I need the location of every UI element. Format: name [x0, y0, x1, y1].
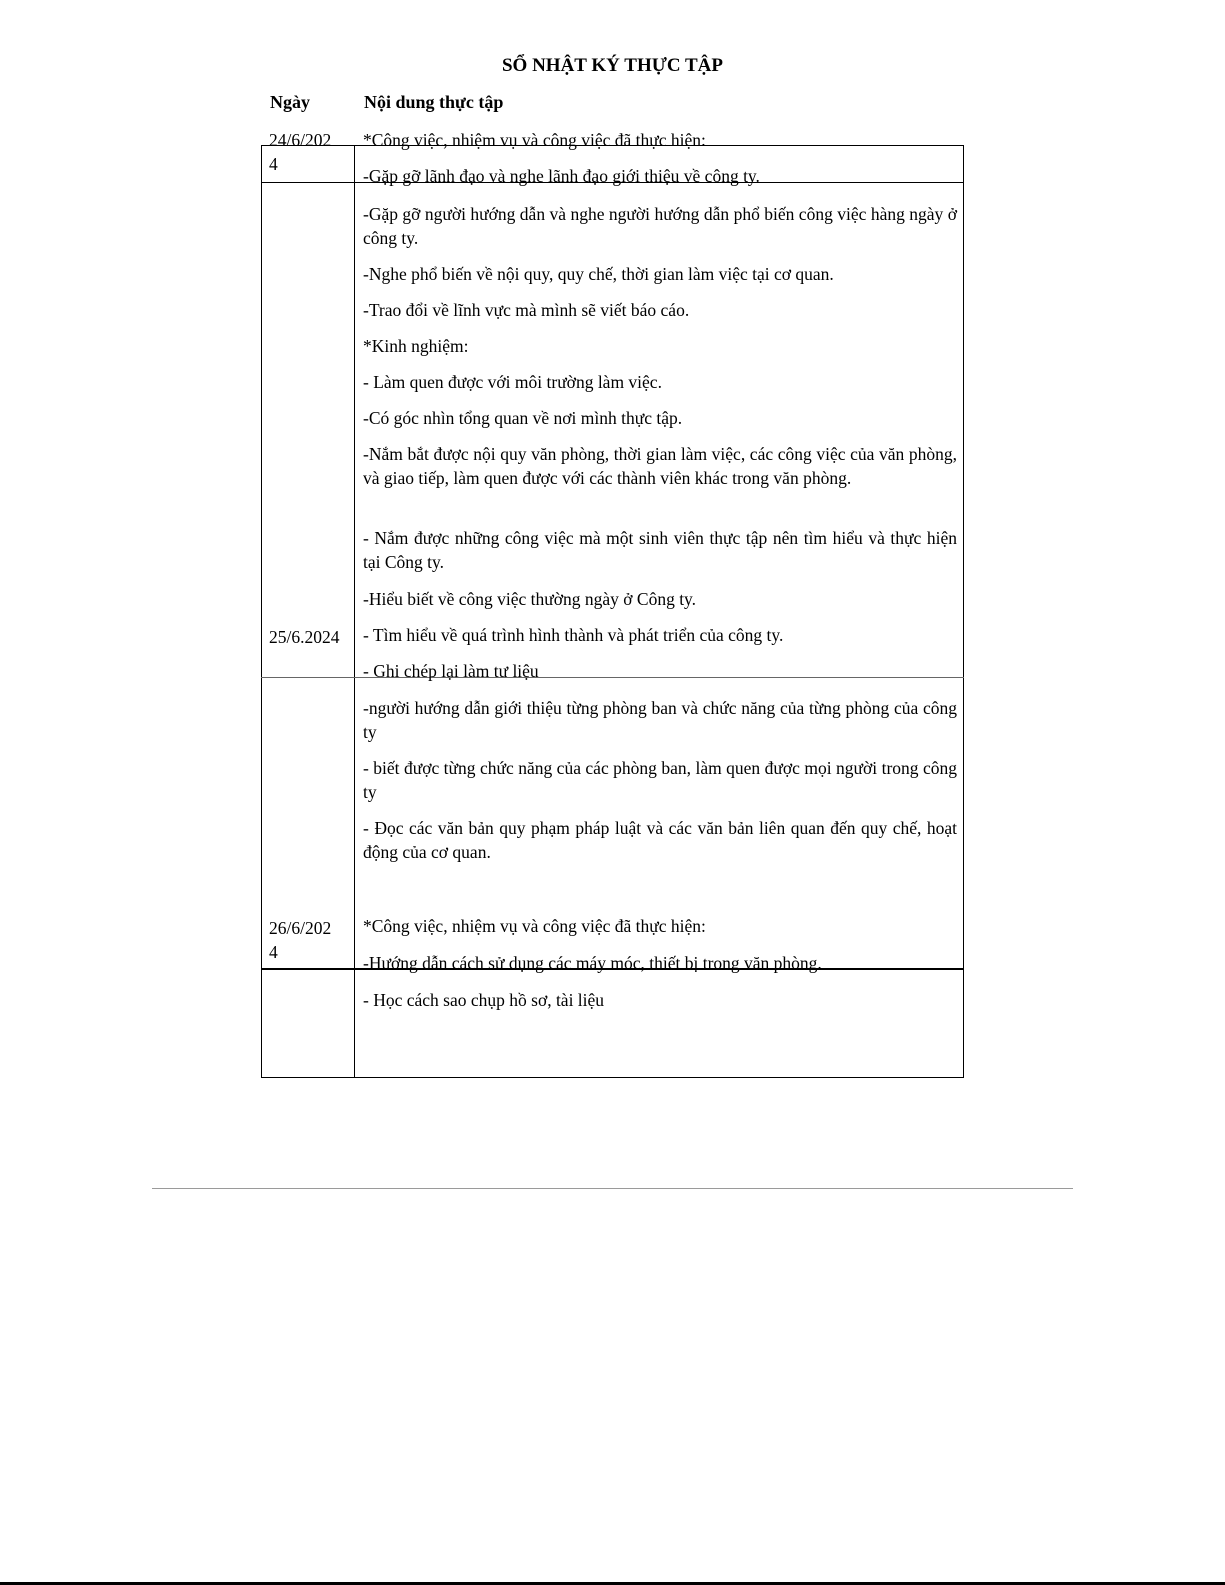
content-line: - Làm quen được với môi trường làm việc.: [363, 372, 662, 392]
date-cell: 4: [269, 942, 278, 962]
content-line: - Tìm hiểu về quá trình hình thành và phát triển của công ty.: [363, 625, 784, 645]
content-line: *Công việc, nhiệm vụ và công việc đã thực hiện:: [363, 130, 706, 150]
content-line: -Hướng dẫn cách sử dụng các máy móc, thiết bị trong văn phòng.: [363, 953, 822, 973]
date-cell: 4: [269, 154, 278, 174]
content-line: -Gặp gỡ người hướng dẫn và nghe người hướng dẫn phổ biến công việc hàng ngày ở công ty.: [363, 204, 957, 248]
table-border-right: [963, 145, 964, 1078]
content-line: - Ghi chép lại làm tư liệu: [363, 661, 539, 681]
content-line: *Công việc, nhiệm vụ và công việc đã thực hiện:: [363, 916, 706, 936]
content-line: -Gặp gỡ lãnh đạo và nghe lãnh đạo giới thiệu về công ty.: [363, 166, 760, 186]
content-line: - Học cách sao chụp hồ sơ, tài liệu: [363, 990, 605, 1010]
page-title: SỔ NHẬT KÝ THỰC TẬP: [501, 55, 723, 76]
header-date: Ngày: [270, 92, 310, 112]
content-line: -Hiểu biết về công việc thường ngày ở Công ty.: [363, 589, 697, 609]
date-cell: 25/6.2024: [269, 627, 340, 647]
content-line: *Kinh nghiệm:: [363, 336, 469, 356]
date-cell: 24/6/202: [269, 130, 332, 150]
header-content: Nội dung thực tập: [364, 92, 504, 112]
content-line: -người hướng dẫn giới thiệu từng phòng ban và chức năng của từng phòng của công ty: [363, 698, 957, 742]
content-line: -Có góc nhìn tổng quan về nơi mình thực tập.: [363, 408, 683, 428]
page-separator: [152, 1188, 1073, 1189]
content-line: - Nắm được những công việc mà một sinh viên thực tập nên tìm hiểu và thực hiện tại Công ty.: [363, 528, 957, 572]
table-border-left: [261, 145, 262, 1078]
content-line: -Nghe phổ biến về nội quy, quy chế, thời gian làm việc tại cơ quan.: [363, 264, 834, 284]
table-border-bottom: [261, 1077, 964, 1078]
content-line: - biết được từng chức năng của các phòng ban, làm quen được mọi người trong công ty: [363, 758, 957, 802]
table-border-mid: [354, 145, 355, 1078]
content-line: -Nắm bắt được nội quy văn phòng, thời gian làm việc, các công việc của văn phòng, và giao tiếp, làm quen được với các thành viên khác trong văn phòng.: [363, 444, 957, 488]
date-cell: 26/6/202: [269, 918, 332, 938]
content-line: -Trao đổi về lĩnh vực mà mình sẽ viết báo cáo.: [363, 300, 690, 320]
content-line: - Đọc các văn bản quy phạm pháp luật và các văn bản liên quan đến quy chế, hoạt động của cơ quan.: [363, 818, 957, 862]
